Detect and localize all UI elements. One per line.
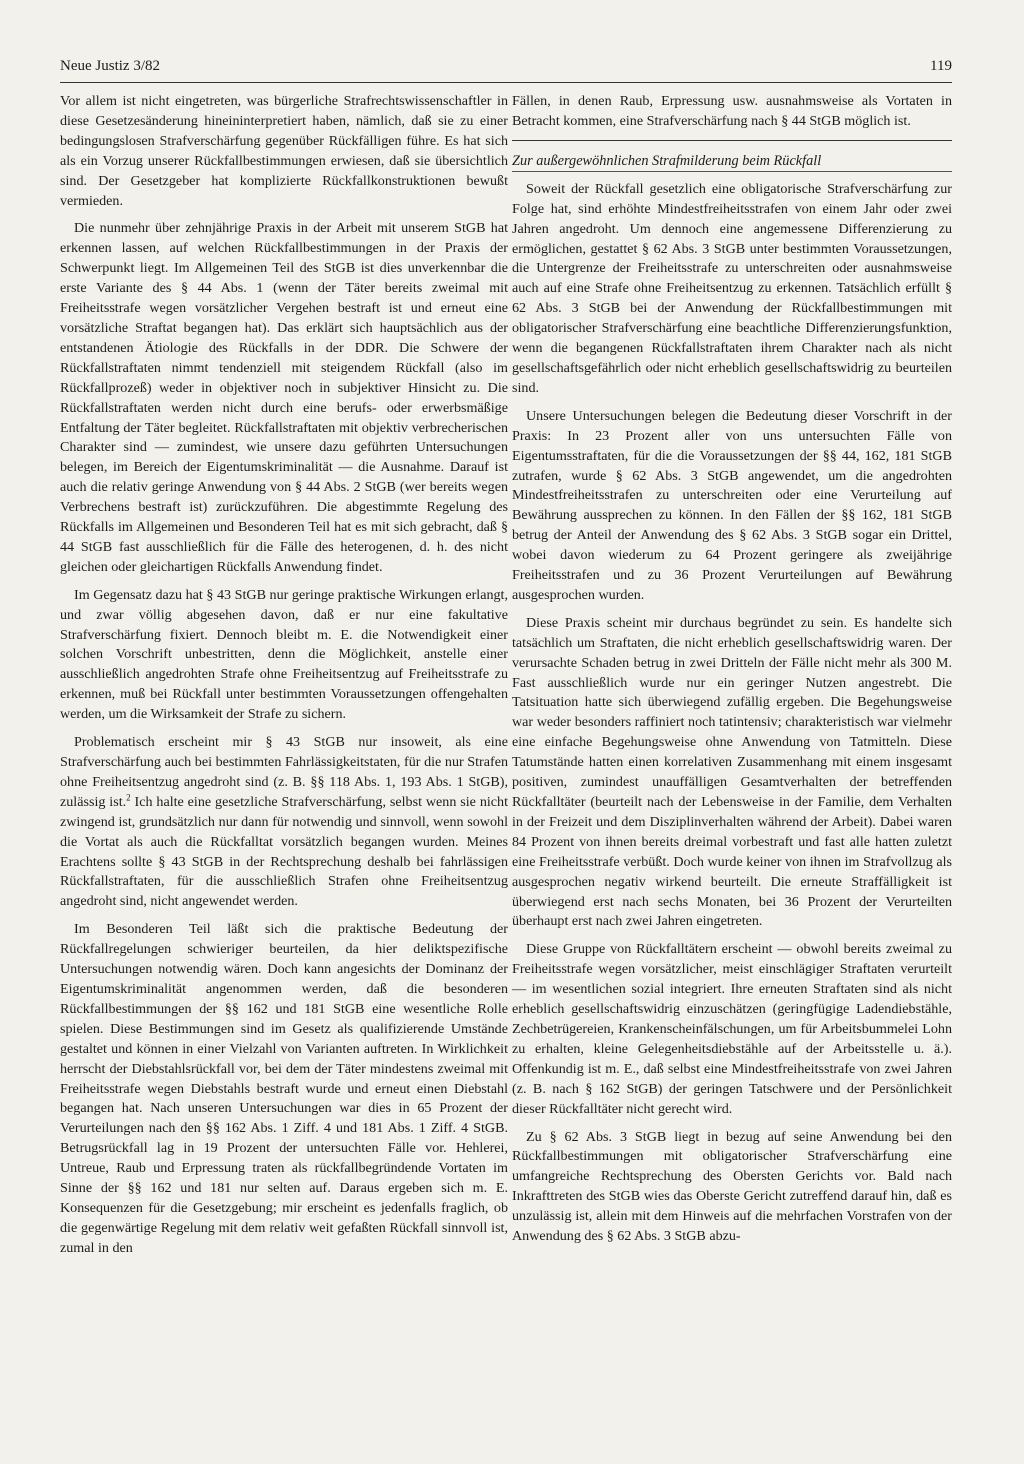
- paragraph-text: Problematisch erscheint mir § 43 StGB nur insoweit, als eine Strafverschärfung auch bei bestimmten Fahrlässigkeitstaten, für die nur Strafen ohne Freiheitsentzug angedroht sind (z. B. §§ 118 Abs. 1, 193 Abs. 1 StGB), zulässig ist.: [60, 734, 508, 810]
- paragraph: Die nunmehr über zehnjährige Praxis in der Arbeit mit unserem StGB hat erkennen lassen, auf welchen Rückfallbestimmungen in der Praxis der Schwerpunkt liegt. Im Allgemeinen Teil des StGB ist dies unverkennbar die erste Variante des § 44 Abs. 1 (wenn der Täter bereits zweimal mit Freiheitsstrafe wegen vorsätzlicher Vergehen bestraft ist und erneut eine vorsätzliche Straftat begangen hat). Das erklärt sich hauptsächlich aus der entstandenen Ätiologie des Rückfalls in der DDR. Die Schwere der Rückfallstraftaten nimmt tendenziell mit steigendem Rückfall (also im Rückfallprozeß) weder in objektiver noch in subjektiver Hinsicht zu. Die Rückfallstraftaten werden nicht durch eine berufs- oder erwerbsmäßige Entfaltung der Täter begleitet. Rückfallstraftaten mit objektiv verbrecherischen Charakter sind — zumindest, wie unsere dazu geführten Untersuchungen belegen, im Bereich der Eigentumskriminalität — die Ausnahme. Darauf ist auch die relativ geringe Anwendung von § 44 Abs. 2 StGB (wer bereits wegen Verbrechens bestraft ist) zurückzuführen. Die abgestimmte Regelung des Rückfalls im Allgemeinen und Besonderen Teil hat es mit sich gebracht, daß § 44 StGB fast ausschließlich für die Fälle des heterogenen, d. h. des nicht gleichen oder gleichartigen Rückfalls Anwendung findet.: [60, 220, 508, 575]
- section-divider: [512, 140, 952, 141]
- paragraph-text: Ich halte eine gesetzliche Strafverschärfung, selbst wenn sie nicht zwingend ist, grundsätzlich nur dann für notwendig und sinnvoll, wenn sowohl die Vortat als auch die Rückfalltat vorsätzlich begangen wurden. Meines Erachtens sollte § 43 StGB in der Rechtsprechung deshalb bei fahrlässigen Rückfallstraftaten, für die ausschließlich Strafen ohne Freiheitsentzug angedroht sind, nicht angewendet werden.: [60, 793, 508, 910]
- left-column: [60, 92, 508, 1259]
- section-heading: Zur außergewöhnlichen Strafmilderung beim Rückfall: [512, 152, 822, 169]
- paragraph: Fällen, in denen Raub, Erpressung usw. ausnahmsweise als Vortaten in Betracht kommen, eine Strafverschärfung nach § 44 StGB möglich ist.: [512, 93, 952, 129]
- footnote-marker: 2: [126, 792, 131, 803]
- paragraph: Im Gegensatz dazu hat § 43 StGB nur geringe praktische Wirkungen erlangt, und zwar völlig abgesehen davon, daß er nur eine fakultative Strafverschärfung fixiert. Dennoch bleibt m. E. die Notwendigkeit einer solchen Vorschrift unbestritten, denn die Möglichkeit, anstelle einer ausschließlich angedrohten Strafe ohne Freiheitsentzug auf Freiheitsstrafe zu erkennen, muß bei Rückfall unter bestimmten Voraussetzungen offengehalten werden, um die Wirksamkeit der Strafe zu sichern.: [60, 586, 508, 723]
- paragraph: Vor allem ist nicht eingetreten, was bürgerliche Strafrechtswissenschaftler in diese Gesetzesänderung hineininterpretiert haben, nämlich, daß sie zu einer bedingungslosen Strafverschärfung gegenüber Rückfälligen führe. Es hat sich als ein Vorzug unserer Rückfallbestimmungen erwiesen, daß sie übersichtlich sind. Der Gesetzgeber hat komplizierte Rückfallkonstruktionen bewußt vermieden.: [60, 93, 508, 209]
- right-column: [512, 92, 952, 1247]
- page-number: 119: [930, 58, 952, 74]
- section-heading-rule: [512, 171, 952, 172]
- journal-title: Neue Justiz 3/82: [60, 58, 160, 74]
- paragraph: Diese Gruppe von Rückfalltätern erscheint — obwohl bereits zweimal zu Freiheitsstrafe wegen vorsätzlicher, meist einschlägiger Straftaten verurteilt — im wesentlichen sozial integriert. Ihre erneuten Straftaten sind als nicht erheblich gesellschaftswidrig einzuschätzen (geringfügige Ladendiebstähle, Zechbetrügereien, Krankenscheinfälschungen, um für Arbeitsbummelei Lohn zu erhalten, kleine Gelegenheitsdiebstähle auf der Arbeitsstelle u. ä.). Offenkundig ist m. E., daß selbst eine Mindestfreiheitsstrafe von zwei Jahren (z. B. nach § 162 StGB) der geringen Tatschwere und der Persönlichkeit dieser Rückfalltäter nicht gerecht wird.: [512, 941, 952, 1117]
- paragraph: [60, 733, 508, 912]
- paragraph: Im Besonderen Teil läßt sich die praktische Bedeutung der Rückfallregelungen schwieriger beurteilen, da hier deliktspezifische Untersuchungen notwendig wären. Doch kann angesichts der Dominanz der Eigentumskriminalität angenommen werden, daß die besonderen Rückfallbestimmungen der §§ 162 und 181 StGB eine wesentliche Rolle spielen. Diese Bestimmungen sind im Gesetz als qualifizierende Umstände gestaltet und können in einer Vielzahl von Varianten auftreten. In Wirklichkeit herrscht der Diebstahlsrückfall vor, bei dem der Täter mindestens zweimal mit Freiheitsstrafe wegen Diebstahls bestraft wurde und erneut einen Diebstahl begangen hat. Nach unseren Untersuchungen war dies in 65 Prozent der Verurteilungen nach den §§ 162 Abs. 1 Ziff. 4 und 181 Abs. 1 Ziff. 4 StGB. Betrugsrückfall lag in 19 Prozent der untersuchten Fälle vor. Hehlerei, Untreue, Raub und Erpressung traten als rückfallbegründende Vortaten im Sinne der §§ 162 und 181 nur selten auf. Daraus ergeben sich m. E. Konsequenzen für die Gesetzgebung; mir erscheint es jedenfalls fraglich, ob die gegenwärtige Regelung mit dem relativ weit gefaßten Rückfall sinnvoll ist, zumal in den: [60, 921, 508, 1256]
- paragraph: Diese Praxis scheint mir durchaus begründet zu sein. Es handelte sich tatsächlich um Straftaten, die nicht erheblich gesellschaftswidrig waren. Der verursachte Schaden betrug in zwei Dritteln der Fälle nicht mehr als 300 M. Fast ausschließlich wurde nur ein geringer Nutzen angestrebt. Die Tatsituation hatte sich überwiegend zufällig ergeben. Die Begehungsweise war weder besonders raffiniert noch tatintensiv; charakteristisch war vielmehr eine einfache Begehungsweise ohne Anwendung von Tatmitteln. Diese Tatumstände hatten einen korrelativen Zusammenhang mit einem insgesamt positiven, zumindest unauffälligen Gesamtverhalten der betreffenden Rückfalltäter (beurteilt nach der Lebensweise in der Familie, dem Verhalten in der Freizeit und dem Disziplinverhalten während der Arbeit). Dabei waren 84 Prozent von ihnen bereits dreimal vorbestraft und fast alle hatten zuletzt eine Freiheitsstrafe verbüßt. Doch wurde keiner von ihnen im Strafvollzug als ausgesprochen negativ wirkend beurteilt. Die erneute Straffälligkeit ist überwiegend erst nach sechs Monaten, bei 36 Prozent der Verurteilten überhaupt erst nach zwei Jahren eingetreten.: [512, 614, 952, 930]
- paragraph: Zu § 62 Abs. 3 StGB liegt in bezug auf seine Anwendung bei den Rückfallbestimmungen mit obligatorischer Strafverschärfung eine umfangreiche Rechtsprechung des Obersten Gerichts vor. Bald nach Inkrafttreten des StGB wies das Oberste Gericht zutreffend darauf hin, daß es unzulässig ist, allein mit dem Hinweis auf die mehrfachen Vorstrafen von der Anwendung des § 62 Abs. 3 StGB abzu-: [512, 1128, 952, 1245]
- paragraph: Soweit der Rückfall gesetzlich eine obligatorische Strafverschärfung zur Folge hat, sind erhöhte Mindestfreiheitsstrafen von einem Jahr oder zwei Jahren angedroht. Um dennoch eine angemessene Differenzierung zu ermöglichen, gestattet § 62 Abs. 3 StGB unter bestimmten Voraussetzungen, die Untergrenze der Freiheitsstrafe zu unterschreiten oder ausnahmsweise auch auf eine Strafe ohne Freiheitsentzug zu erkennen. Tatsächlich erfüllt § 62 Abs. 3 StGB bei der Anwendung der Rückfallbestimmungen mit obligatorischer Strafverschärfung eine beachtliche Differenzierungsfunktion, wenn die begangenen Rückfallstraftaten ihrem Charakter nach als nicht gesellschaftsgefährlich oder nicht erheblich gesellschaftswidrig zu beurteilen sind.: [512, 180, 952, 396]
- paragraph: Unsere Untersuchungen belegen die Bedeutung dieser Vorschrift in der Praxis: In 23 Prozent aller von uns untersuchten Fälle von Eigentumsstraftaten, für die die Voraussetzungen der §§ 44, 162, 181 StGB zutrafen, wurde § 62 Abs. 3 StGB angewendet, um die angedrohten Mindestfreiheitsstrafen zu unterschreiten oder eine Verurteilung auf Bewährung aussprechen zu können. In den Fällen der §§ 162, 181 StGB betrug der Anteil der Anwendung des § 62 Abs. 3 StGB sogar ein Drittel, wobei davon wiederum zu 64 Prozent geringere als zweijährige Freiheitsstrafen und zu 36 Prozent Verurteilungen auf Bewährung ausgesprochen wurden.: [512, 407, 952, 603]
- page-header: [60, 58, 952, 83]
